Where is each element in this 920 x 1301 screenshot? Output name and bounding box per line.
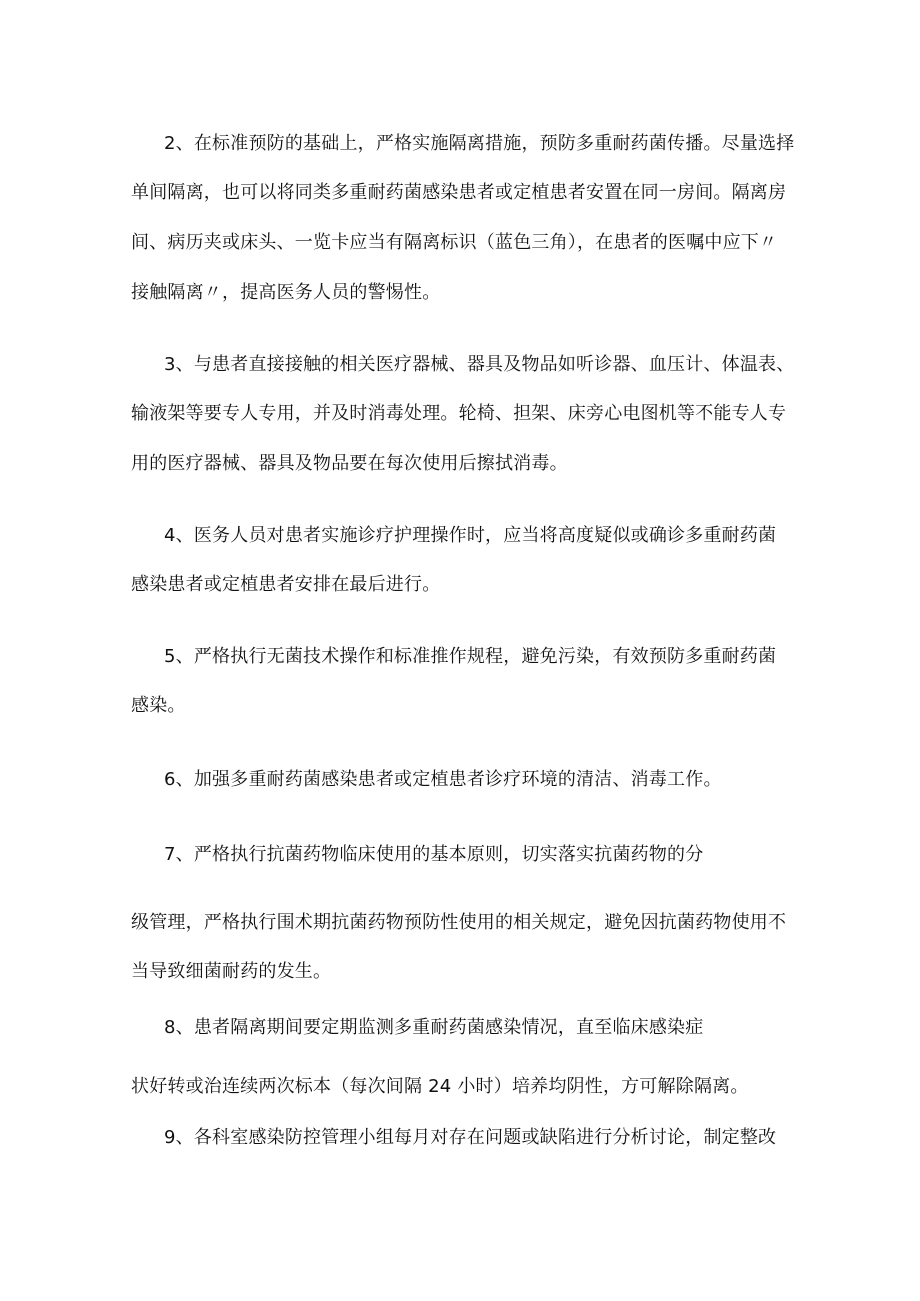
paragraph-2-line-2: 单间隔离，也可以将同类多重耐药菌感染患者或定植患者安置在同一房间。隔离房 [131,182,787,203]
paragraph-7-line-3: 当导致细菌耐药的发生。 [131,961,332,982]
paragraph-3-line-2: 输液架等要专人专用，并及时消毒处理。轮椅、担架、床旁心电图机等不能专人专 [131,403,787,424]
paragraph-3-line-3: 用的医疗器械、器具及物品要在每次使用后擦拭消毒。 [131,453,568,474]
paragraph-5-line-1: 5、严格执行无菌技术操作和标准推作规程，避免污染，有效预防多重耐药菌 [164,646,777,667]
paragraph-2-line-3: 间、病历夹或床头、一览卡应当有隔离标识（蓝色三角），在患者的医嘱中应下〃 [131,232,778,253]
paragraph-4-line-1: 4、医务人员对患者实施诊疗护理操作时，应当将高度疑似或确诊多重耐药菌 [164,525,777,546]
paragraph-3-line-1: 3、与患者直接接触的相关医疗器械、器具及物品如听诊器、血压计、体温表、 [164,354,795,375]
paragraph-2-line-4: 接触隔离〃，提高医务人员的警惕性。 [131,282,441,303]
paragraph-4-line-2: 感染患者或定植患者安排在最后进行。 [131,574,441,595]
paragraph-9-line-1: 9、各科室感染防控管理小组每月对存在问题或缺陷进行分析讨论，制定整改 [164,1127,777,1148]
paragraph-2-line-1: 2、在标准预防的基础上，严格实施隔离措施，预防多重耐药菌传播。尽量选择 [164,133,795,154]
paragraph-7-line-2: 级管理，严格执行围术期抗菌药物预防性使用的相关规定，避免因抗菌药物使用不 [131,912,787,933]
paragraph-5-line-2: 感染。 [131,695,186,716]
paragraph-7-line-1: 7、严格执行抗菌药物临床使用的基本原则，切实落实抗菌药物的分 [164,844,704,865]
paragraph-6-line-1: 6、加强多重耐药菌感染患者或定植患者诊疗环境的清洁、消毒工作。 [164,769,722,790]
paragraph-8-line-2: 状好转或治连续两次标本（每次间隔 24 小时）培养均阴性，方可解除隔离。 [131,1076,749,1097]
paragraph-8-line-1: 8、患者隔离期间要定期监测多重耐药菌感染情况，直至临床感染症 [164,1017,704,1038]
